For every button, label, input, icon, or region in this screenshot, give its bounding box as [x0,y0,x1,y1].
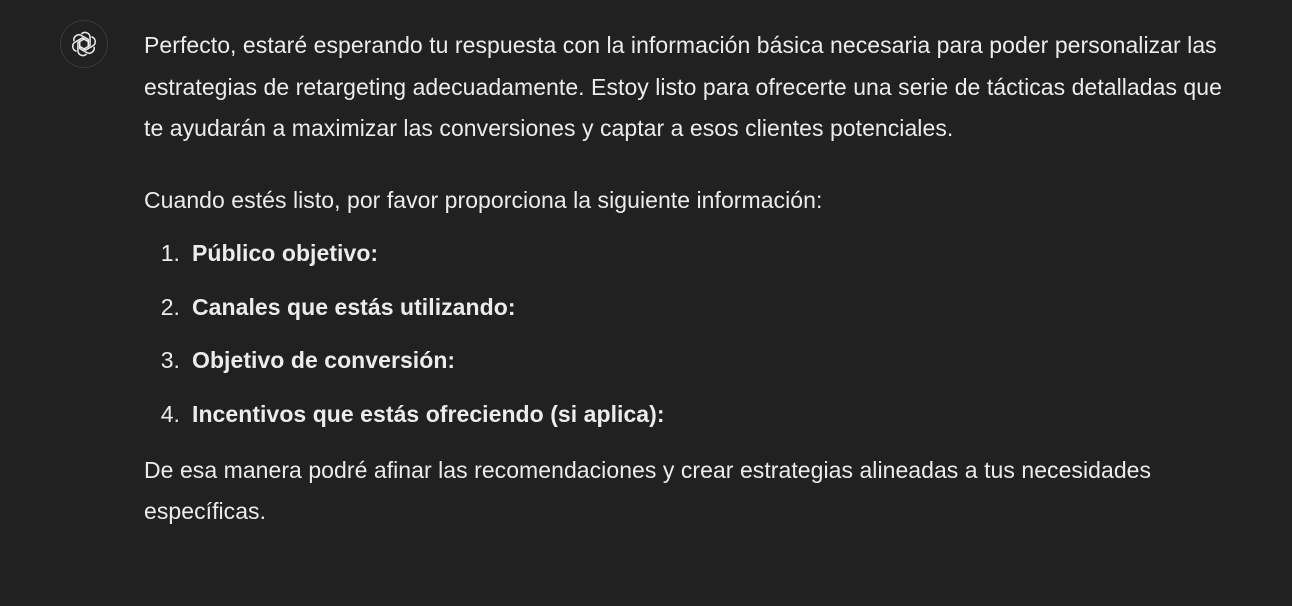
list-item-number: 1. [160,240,180,266]
list-item-text: Canales que estás utilizando: [192,293,516,320]
list-item-number: 4. [160,401,180,428]
assistant-avatar [60,20,108,68]
list-item [144,287,1244,329]
message-content [144,25,1244,533]
list-item-number: 3. [160,347,180,374]
message-paragraph-closing: De esa manera podré afinar las recomendaciones y crear estrategias alineadas a tus necesidades específicas. [144,456,1152,525]
info-list [144,233,1244,436]
list-item [144,394,1244,436]
list-item-number: 2. [160,293,180,320]
list-item [144,340,1244,382]
message-paragraph-request: Cuando estés listo, por favor proporciona la siguiente información: [144,186,823,213]
openai-logo-icon [70,30,98,58]
list-item-text: Incentivos que estás ofreciendo (si aplica): [192,401,665,428]
list-item-text: Objetivo de conversión: [192,347,456,374]
list-item [144,233,1244,275]
message-paragraph-intro: Perfecto, estaré esperando tu respuesta con la información básica necesaria para poder personalizar las estrategias de retargeting adecuadamente. Estoy listo para ofrecerte una serie de tácticas detalladas que te ayudarán a maximizar las conversiones y captar a esos clientes potenciales. [144,32,1222,141]
list-item-text: Público objetivo: [192,240,379,266]
